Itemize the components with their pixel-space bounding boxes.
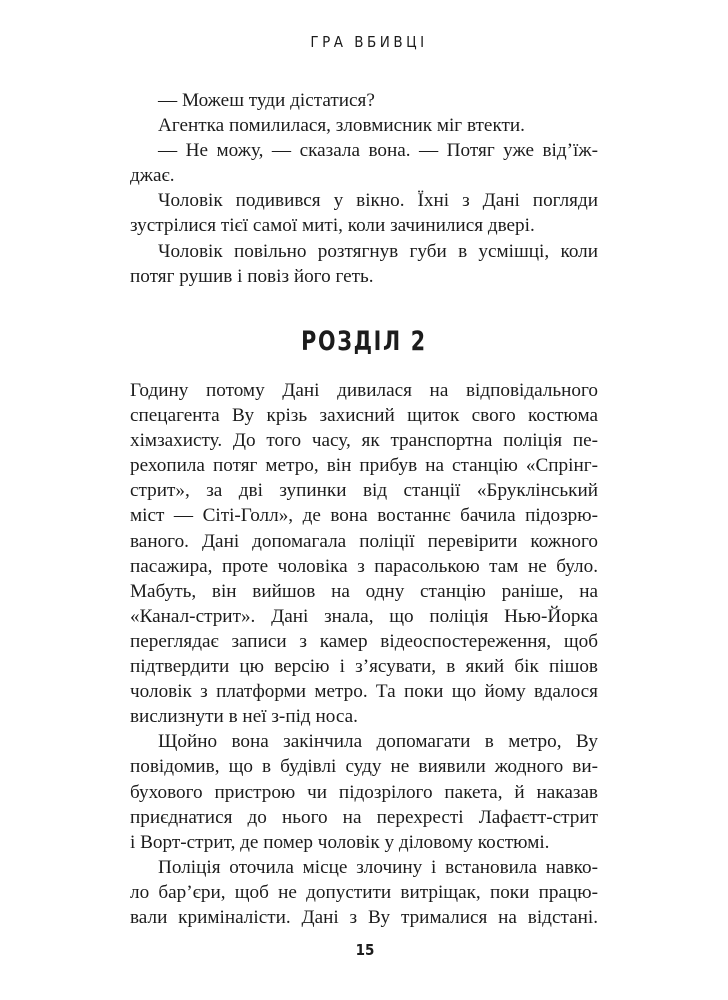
text-line: — Можеш туди дістатися? bbox=[158, 90, 375, 111]
page-number: 15 bbox=[355, 941, 375, 959]
text-line: пасажира, проте чоловіка з парасолькою там не було. bbox=[130, 555, 598, 577]
text-line: стрит», за дві зупинки від станції «Бруклінський bbox=[130, 480, 598, 502]
text-line: Годину потому Дані дивилася на відповідального bbox=[130, 380, 598, 401]
text-line: ло бар’єри, щоб не допустити витріщак, поки працю- bbox=[130, 881, 598, 903]
text-line: зустрілися тієї самої миті, коли зачинилися двері. bbox=[130, 215, 535, 237]
text-line: Агентка помилилася, зловмисник міг втекти. bbox=[158, 115, 525, 137]
text-line: і Ворт-стрит, де помер чоловік у діловому костюмі. bbox=[130, 831, 550, 853]
chapter-heading: РОЗДІЛ 2 bbox=[301, 326, 427, 357]
text-line: — Не можу, — сказала вона. — Потяг уже від’їж- bbox=[158, 140, 598, 162]
text-line: підтвердити цю версію і з’ясувати, в який бік пішов bbox=[130, 656, 598, 678]
text-line: вали криміналісти. Дані з Ву трималися на відстані. bbox=[130, 906, 598, 928]
text-line: повідомив, що в будівлі суду не виявили жодного ви- bbox=[130, 756, 598, 778]
text-line: переглядає записи з камер відеоспостереження, щоб bbox=[130, 630, 598, 652]
text-line: «Канал-стрит». Дані знала, що поліція Нью-Йорка bbox=[130, 605, 598, 627]
text-line: Мабуть, він вийшов на одну станцію раніше, на bbox=[130, 580, 598, 602]
text-line: рехопила потяг метро, він прибув на станцію «Спрінг- bbox=[130, 455, 598, 477]
text-line: хімзахисту. До того часу, як транспортна поліція пе- bbox=[130, 430, 598, 452]
text-line: Чоловік подивився у вікно. Їхні з Дані погляди bbox=[158, 190, 598, 212]
text-line: міст — Сіті-Голл», де вона востаннє бачила підозрю- bbox=[130, 505, 598, 527]
text-line: Поліція оточила місце злочину і встановила навко- bbox=[158, 856, 598, 878]
text-line: Щойно вона закінчила допомагати в метро, Ву bbox=[158, 731, 598, 753]
text-line: бухового пристрою чи підозрілого пакета, й наказав bbox=[130, 781, 598, 803]
running-head: ГРА ВБИВЦІ bbox=[310, 33, 428, 51]
text-line: приєднатися до нього на перехресті Лафаєтт-стрит bbox=[130, 806, 598, 828]
text-line: спецагента Ву крізь захисний щиток свого костюма bbox=[130, 405, 598, 427]
text-line: вислизнути в неї з-під носа. bbox=[130, 706, 358, 728]
text-line: джає. bbox=[130, 165, 175, 187]
text-line: ваного. Дані допомагала поліції перевірити кожного bbox=[130, 530, 598, 552]
text-line: потяг рушив і повіз його геть. bbox=[130, 265, 374, 287]
body-text-main bbox=[130, 378, 598, 930]
body-text-top bbox=[130, 88, 598, 289]
text-line: Чоловік повільно розтягнув губи в усмішці, коли bbox=[158, 240, 598, 262]
text-line: чоловік з платформи метро. Та поки що йому вдалося bbox=[130, 681, 598, 703]
